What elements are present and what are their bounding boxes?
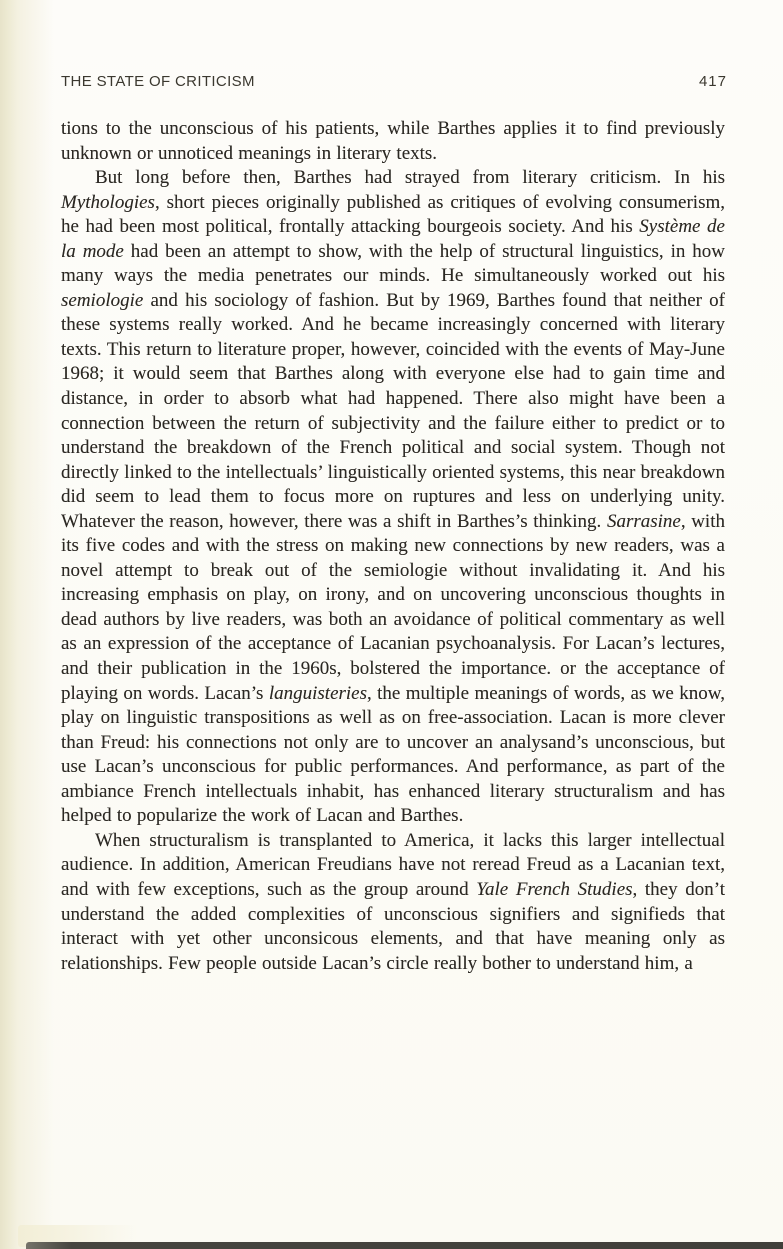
body-text: tions to the unconscious of his patients, while Barthes applies it to find previously unknown or unnoticed meanings in literary texts.	[61, 118, 725, 164]
italic-title-text: Yale French Studies	[476, 878, 633, 900]
text-block	[61, 117, 725, 976]
paragraph	[61, 117, 725, 166]
body-text: , they don’t understand the added complexities of unconscious signifiers and signifieds that interact with yet other unconsicous elements, and that have meaning only as relationships. Few people outside Lacan’s circle really bother to understand him, a	[61, 878, 725, 974]
page-left-edge-shadow	[0, 0, 54, 1249]
body-text: , with its five codes and with the stress on making new connections by new readers, was a novel attempt to break out of the semiologie without invalidating it. And his increasing emphasis on play, on irony, and on uncovering unconscious thoughts in dead authors by live readers, was both an avoidance of political commentary as well as an expression of the acceptance of Lacanian psychoanalysis. For Lacan’s lectures, and their publication in the 1960s, bolstered the importance. or the acceptance of playing on words. Lacan’s	[61, 510, 725, 704]
italic-title-text: languisteries	[268, 682, 368, 704]
body-text: , the multiple meanings of words, as we know, play on linguistic transpositions as well as on free-association. Lacan is more clever than Freud: his connections not only are to uncover an analysand’s unconscious, but use Lacan’s unconscious for public performances. And performance, as part of the ambiance French intellectuals inhabit, has enhanced literary structuralism and has helped to popularize the work of Lacan and Barthes.	[61, 682, 725, 827]
body-text: When structuralism is transplanted to America, it lacks this larger intellectual audience. In addition, American Freudians have not reread Freud as a Lacanian text, and with few exceptions, such as the group around	[61, 829, 725, 900]
page-number: 417	[698, 73, 727, 90]
italic-title-text: Sarrasine	[606, 510, 681, 532]
paragraph	[61, 829, 725, 976]
italic-title-text: semiologie	[61, 289, 144, 311]
italic-title-text: Système de la mode	[61, 216, 725, 262]
body-text: and his sociology of fashion. But by 1969, Barthes found that neither of these systems really worked. And he became increasingly concerned with literary texts. This return to literature proper, however, coincided with the events of May-June 1968; it would seem that Barthes along with everyone else had to gain time and distance, in order to absorb what had happened. There also might have been a connection between the return of subjectivity and the failure either to predict or to understand the breakdown of the French political and social system. Though not directly linked to the intellectuals’ linguistically oriented systems, this near breakdown did seem to lead them to focus more on ruptures and less on underlying unity. Whatever the reason, however, there was a shift in Barthes’s thinking.	[61, 289, 725, 532]
paragraph	[61, 166, 725, 829]
page-bottom-corner-cream	[18, 1225, 138, 1247]
body-text: , short pieces originally published as critiques of evolving consumerism, he had been most political, frontally attacking bourgeois society. And his	[61, 191, 725, 238]
running-header-title: THE STATE OF CRITICISM	[61, 73, 255, 90]
italic-title-text: Mythologies	[61, 191, 155, 213]
body-text: had been an attempt to show, with the help of structural linguistics, in how many ways the media penetrates our minds. He simultaneously worked out his	[61, 240, 725, 287]
running-header	[61, 73, 727, 90]
body-text: But long before then, Barthes had strayed from literary criticism. In his	[95, 167, 725, 189]
page-bottom-edge-shadow	[26, 1242, 783, 1249]
